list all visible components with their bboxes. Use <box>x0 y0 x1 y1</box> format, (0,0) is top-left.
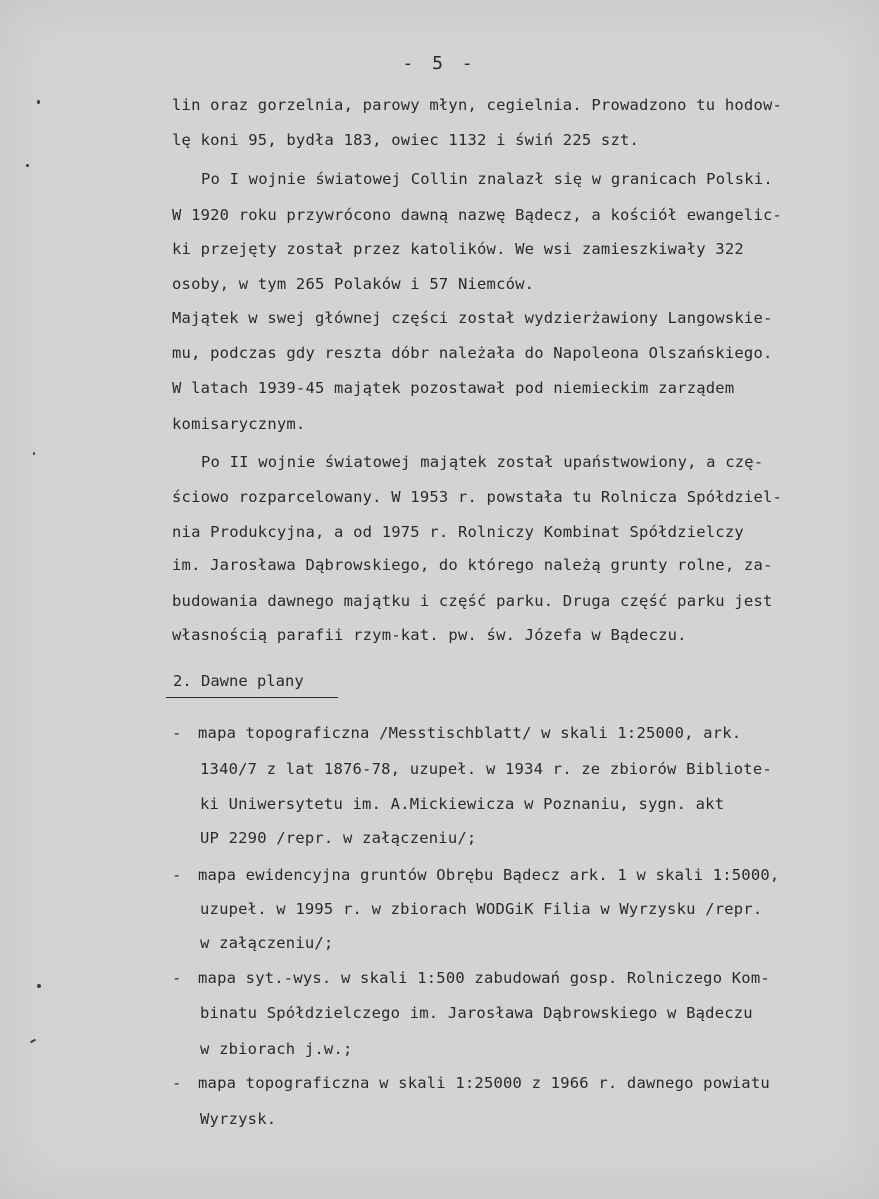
paragraph-3-line-3: nia Produkcyjna, a od 1975 r. Rolniczy Kombinat Spółdzielczy <box>172 523 744 541</box>
paragraph-2-line-7: W latach 1939-45 majątek pozostawał pod niemieckim zarządem <box>172 379 735 397</box>
margin-mark <box>30 1039 36 1044</box>
list-item-3-line-3: w zbiorach j.w.; <box>200 1040 353 1058</box>
paragraph-3-line-2: ściowo rozparcelowany. W 1953 r. powstała tu Rolnicza Spółdziel- <box>172 488 783 506</box>
paragraph-3-line-6: własnością parafii rzym-kat. pw. św. Józefa w Bądeczu. <box>172 626 687 644</box>
list-item-2-line-3: w załączeniu/; <box>200 934 334 952</box>
paragraph-2-line-4: osoby, w tym 265 Polaków i 57 Niemców. <box>172 275 535 293</box>
list-item-1-dash: - <box>172 724 182 742</box>
list-item-1-line-3: ki Uniwersytetu im. A.Mickiewicza w Poznaniu, sygn. akt <box>200 795 725 813</box>
list-item-3-dash: - <box>172 969 182 987</box>
page-number: - 5 - <box>402 53 477 74</box>
margin-mark <box>26 164 29 167</box>
margin-mark <box>33 452 35 455</box>
paragraph-2-line-8: komisarycznym. <box>172 415 306 433</box>
paragraph-1-line-2: lę koni 95, bydła 183, owiec 1132 i świń 225 szt. <box>172 131 640 149</box>
paragraph-2-line-2: W 1920 roku przywrócono dawną nazwę Bądecz, a kościół ewangelic- <box>172 206 783 224</box>
list-item-1-line-4: UP 2290 /repr. w załączeniu/; <box>200 829 477 847</box>
list-item-2-line-1: mapa ewidencyjna gruntów Obrębu Bądecz ark. 1 w skali 1:5000, <box>198 866 780 884</box>
paragraph-2-line-6: mu, podczas gdy reszta dóbr należała do Napoleona Olszańskiego. <box>172 344 773 362</box>
paragraph-2-line-1: Po I wojnie światowej Collin znalazł się w granicach Polski. <box>201 170 773 188</box>
list-item-3-line-1: mapa syt.-wys. w skali 1:500 zabudowań gosp. Rolniczego Kom- <box>198 969 770 987</box>
margin-mark <box>37 984 41 988</box>
list-item-2-dash: - <box>172 866 182 884</box>
paragraph-2-line-5: Majątek w swej głównej części został wydzierżawiony Langowskie- <box>172 309 773 327</box>
paragraph-3-line-1: Po II wojnie światowej majątek został upaństwowiony, a czę- <box>201 453 764 471</box>
paragraph-2-line-3: ki przejęty został przez katolików. We wsi zamieszkiwały 322 <box>172 240 744 258</box>
list-item-2-line-2: uzupeł. w 1995 r. w zbiorach WODGiK Filia w Wyrzysku /repr. <box>200 900 763 918</box>
list-item-3-line-2: binatu Spółdzielczego im. Jarosława Dąbrowskiego w Bądeczu <box>200 1004 753 1022</box>
paragraph-3-line-5: budowania dawnego majątku i część parku. Druga część parku jest <box>172 592 773 610</box>
paragraph-1-line-1: lin oraz gorzelnia, parowy młyn, cegielnia. Prowadzono tu hodow- <box>172 96 783 114</box>
list-item-4-dash: - <box>172 1074 182 1092</box>
heading-underline <box>166 697 338 698</box>
section-heading: 2. Dawne plany <box>173 672 304 690</box>
list-item-4-line-2: Wyrzysk. <box>200 1110 277 1128</box>
paragraph-3-line-4: im. Jarosława Dąbrowskiego, do którego należą grunty rolne, za- <box>172 556 773 574</box>
list-item-1-line-1: mapa topograficzna /Messtischblatt/ w skali 1:25000, ark. <box>198 724 742 742</box>
list-item-4-line-1: mapa topograficzna w skali 1:25000 z 1966 r. dawnego powiatu <box>198 1074 770 1092</box>
list-item-1-line-2: 1340/7 z lat 1876-78, uzupeł. w 1934 r. ze zbiorów Bibliote- <box>200 760 772 778</box>
margin-mark <box>37 100 40 104</box>
